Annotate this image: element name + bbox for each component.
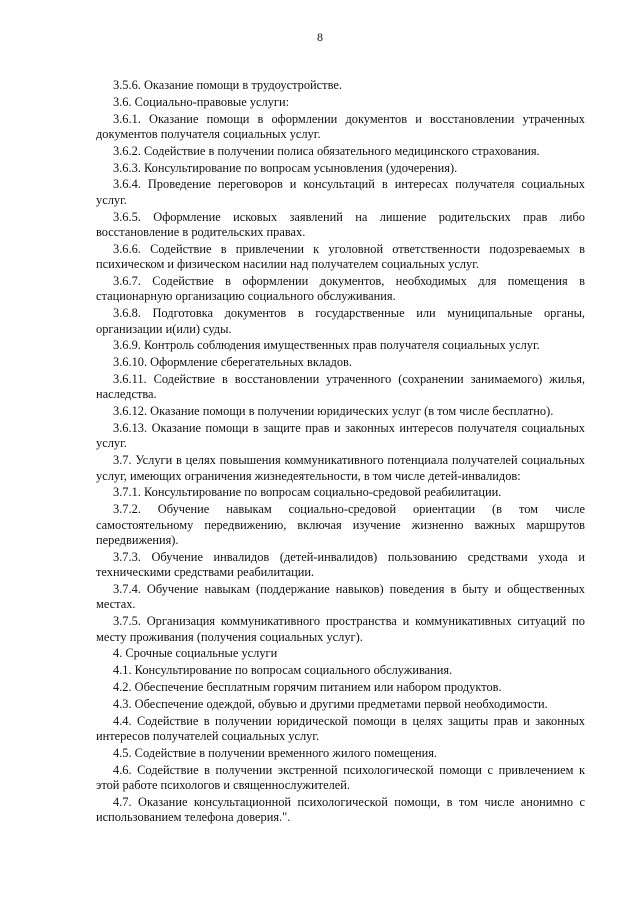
page-number: 8 bbox=[317, 30, 323, 44]
paragraph-3-6-12: 3.6.12. Оказание помощи в получении юридических услуг (в том числе бесплатно). bbox=[113, 404, 554, 419]
paragraph-3-6-6: 3.6.6. Содействие в привлечении к уголовной ответственности подозреваемых в психическом и физическом насилии над получателем социальных услуг. bbox=[96, 241, 585, 272]
paragraph-3-5-6: 3.5.6. Оказание помощи в трудоустройстве. bbox=[113, 78, 342, 92]
paragraph-4-2: 4.2. Обеспечение бесплатным горячим питанием или набором продуктов. bbox=[113, 680, 502, 695]
paragraph-3-6-8: 3.6.8. Подготовка документов в государственные или муниципальные органы, организации и(или) суды. bbox=[96, 306, 585, 336]
paragraph-3-6-1: 3.6.1. Оказание помощи в оформлении документов и восстановлении утраченных документов получателя социальных услуг. bbox=[96, 111, 585, 141]
paragraph-4: 4. Срочные социальные услуги bbox=[113, 646, 278, 661]
paragraph-3-7-5: 3.7.5. Организация коммуникативного пространства и коммуникативных ситуаций по месту проживания (получения социальных услуг). bbox=[96, 614, 585, 644]
paragraph-3-6-9: 3.6.9. Контроль соблюдения имущественных прав получателя социальных услуг. bbox=[113, 338, 540, 353]
paragraph-3-6-10: 3.6.10. Оформление сберегательных вкладов. bbox=[113, 355, 352, 370]
paragraph-3-7-4: 3.7.4. Обучение навыкам (поддержание навыков) поведения в быту и общественных местах. bbox=[96, 582, 585, 612]
paragraph-3-6-4: 3.6.4. Проведение переговоров и консультаций в интересах получателя социальных услуг. bbox=[96, 177, 585, 207]
paragraph-3-7-2: 3.7.2. Обучение навыкам социально-средовой ориентации (в том числе самостоятельному передвижению, включая изучение жизненно важных маршрутов передвижения). bbox=[96, 502, 585, 548]
paragraph-4-3: 4.3. Обеспечение одеждой, обувью и другими предметами первой необходимости. bbox=[113, 696, 548, 711]
paragraph-4-7: 4.7. Оказание консультационной психологической помощи, в том числе анонимно с использованием телефона доверия.". bbox=[96, 794, 585, 825]
paragraph-4-4: 4.4. Содействие в получении юридической помощи в целях защиты прав и законных интересов получателей социальных услуг. bbox=[96, 713, 585, 744]
paragraph-3-7-3: 3.7.3. Обучение инвалидов (детей-инвалидов) пользованию средствами ухода и техническими средствами реабилитации. bbox=[96, 549, 585, 580]
paragraph-3-6-13: 3.6.13. Оказание помощи в защите прав и законных интересов получателя социальных услуг. bbox=[96, 421, 585, 451]
paragraph-4-6: 4.6. Содействие в получении экстренной психологической помощи с привлечением к этой работе психологов и священнослужителей. bbox=[96, 762, 585, 793]
paragraph-3-7: 3.7. Услуги в целях повышения коммуникативного потенциала получателей социальных услуг, имеющих ограничения жизнедеятельности, в том числе детей-инвалидов: bbox=[96, 453, 585, 483]
paragraph-4-5: 4.5. Содействие в получении временного жилого помещения. bbox=[113, 745, 438, 760]
paragraph-3-6-5: 3.6.5. Оформление исковых заявлений на лишение родительских прав либо восстановление в родительских правах. bbox=[96, 209, 585, 239]
paragraph-3-6: 3.6. Социально-правовые услуги: bbox=[113, 94, 290, 109]
paragraph-3-6-2: 3.6.2. Содействие в получении полиса обязательного медицинского страхования. bbox=[113, 143, 540, 158]
document-body bbox=[96, 78, 585, 827]
paragraph-3-6-3: 3.6.3. Консультирование по вопросам усыновления (удочерения). bbox=[113, 160, 458, 175]
paragraph-4-1: 4.1. Консультирование по вопросам социального обслуживания. bbox=[113, 663, 453, 678]
paragraph-3-6-11: 3.6.11. Содействие в восстановлении утраченного (сохранении занимаемого) жилья, наследства. bbox=[96, 372, 585, 402]
paragraph-3-6-7: 3.6.7. Содействие в оформлении документов, необходимых для помещения в стационарную организацию социального обслуживания. bbox=[96, 274, 585, 304]
paragraph-3-7-1: 3.7.1. Консультирование по вопросам социально-средовой реабилитации. bbox=[113, 485, 502, 500]
